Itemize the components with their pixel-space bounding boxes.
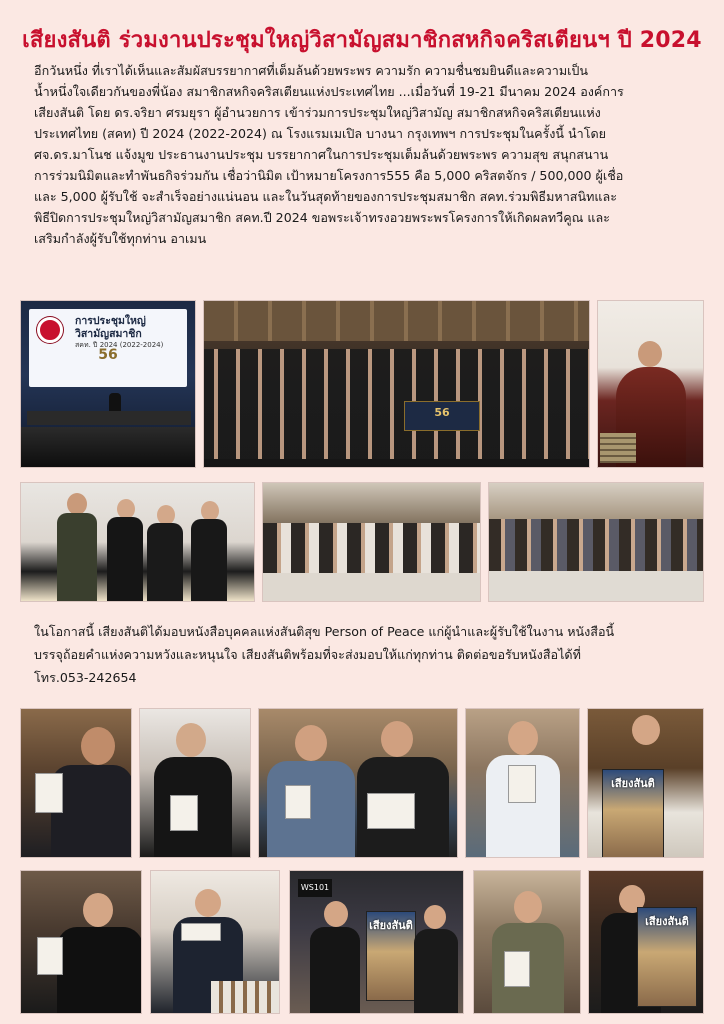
- book: [181, 923, 221, 941]
- photo-man-with-books-table: [150, 870, 280, 1014]
- banner-number: 56: [434, 406, 450, 419]
- book: [285, 785, 311, 819]
- slide-number: 56: [98, 347, 118, 363]
- person-head: [201, 501, 219, 521]
- projected-slide: [29, 309, 187, 387]
- intro-line: การร่วมนิมิตและทำพันธกิจร่วมกัน เชื่อว่านิมิต เป้าหมายโครงการ555 คือ 5,000 คริสตจักร / 500,000 ผู้เชื่อ: [34, 168, 624, 183]
- photo-man-with-poster: [587, 708, 704, 858]
- book: [367, 793, 415, 829]
- intro-line: ประเทศไทย (สคท) ปี 2024 (2022-2024) ณ โรงแรมเมเปิล บางนา กรุงเทพฯ การประชุมในครั้งนี้ นำโดย: [34, 126, 607, 141]
- audience: [21, 427, 196, 468]
- poster-label: เสียงสันติ: [645, 915, 689, 928]
- intro-line: และ 5,000 ผู้รับใช้ จะสำเร็จอย่างแน่นอน และในวันสุดท้ายของการประชุมสมาชิก สคท.ร่วมพิธีมหาสนิทและ: [34, 189, 617, 204]
- poster-label: เสียงสันติ: [369, 919, 413, 932]
- person-head: [381, 721, 413, 757]
- intro-line: เสริมกำลังผู้รับใช้ทุกท่าน อาเมน: [34, 231, 207, 246]
- person-head: [117, 499, 135, 519]
- photo-booth-group: [289, 870, 464, 1014]
- photo-woman-with-book-2: [20, 870, 142, 1014]
- ceiling-lights: [204, 301, 590, 341]
- intro-line: เสียงสันติ โดย ดร.จริยา ศรมยุรา ผู้อำนวยการ เข้าร่วมการประชุมใหญ่วิสามัญ สมาชิกสหกิจคริสเตียนแห่ง: [34, 105, 601, 120]
- communion-plates: [600, 433, 636, 463]
- person-head: [157, 505, 175, 525]
- person-head: [83, 893, 113, 927]
- person-body: [310, 927, 360, 1014]
- efth-logo-icon: [37, 317, 63, 343]
- page-title: เสียงสันติ ร่วมงานประชุมใหญ่วิสามัญสมาชิกสหกิจคริสเตียนฯ ปี 2024: [22, 28, 702, 53]
- book-table: [211, 981, 280, 1014]
- event-banner: [404, 401, 480, 431]
- intro-paragraph: [34, 60, 694, 249]
- booth-sign: WS101: [298, 879, 332, 897]
- slide-subtitle: สคท. ปี 2024 (2022-2024): [75, 341, 164, 349]
- book: [170, 795, 198, 831]
- slide-title: การประชุมใหญ่วิสามัญสมาชิก: [75, 315, 146, 340]
- intro-line: น้ำหนึ่งใจเดียวกันของพี่น้อง สมาชิกสหกิจคริสเตียนแห่งประเทศไทย ...เมื่อวันที่ 19-21 มีนาคม 2024 องค์การ: [34, 84, 624, 99]
- book: [508, 765, 536, 803]
- photo-four-people: [20, 482, 255, 602]
- intro-line: ศจ.ดร.มาโนช แจ้งมูข ประธานงานประชุม บรรยากาศในการประชุมเต็มล้นด้วยพระพร ความสุข สนุกสนาน: [34, 147, 609, 162]
- poster: [602, 769, 664, 858]
- poster: [366, 911, 416, 1001]
- person-body: [414, 929, 458, 1014]
- photo-group-crowd: [203, 300, 590, 468]
- photo-woman-with-book: [139, 708, 251, 858]
- poster: [637, 907, 697, 1007]
- attendees: [263, 523, 481, 573]
- person-head: [176, 723, 206, 757]
- crowd-rows: [204, 349, 590, 459]
- panel-table: [27, 411, 191, 425]
- person-head: [195, 889, 221, 917]
- book: [35, 773, 63, 813]
- person-body: [267, 761, 355, 858]
- book-line: โทร.053-242654: [34, 670, 137, 685]
- person-head: [424, 905, 446, 929]
- person-head: [81, 727, 115, 765]
- person-body: [147, 523, 183, 602]
- person-head: [508, 721, 538, 755]
- book: [504, 951, 530, 987]
- intro-line: อีกวันหนึ่ง ที่เราได้เห็นและสัมผัสบรรยากาศที่เต็มล้นด้วยพระพร ความรัก ความชื่นชมยินดีและความเป็น: [34, 63, 589, 78]
- tables: [489, 571, 704, 602]
- person-head: [295, 725, 327, 761]
- pastor-head: [638, 341, 662, 367]
- attendees: [489, 519, 704, 571]
- person-head: [514, 891, 542, 923]
- photo-stage-slide: [20, 300, 196, 468]
- photo-man-holding-book-2: [473, 870, 581, 1014]
- poster-label: เสียงสันติ: [611, 777, 655, 790]
- photo-conference-hall-2: [488, 482, 704, 602]
- book-line: ในโอกาสนี้ เสียงสันติได้มอบหนังสือบุคคลแห่งสันติสุข Person of Peace แก่ผู้นำและผู้รับใช้ในงาน หนังสือนี้: [34, 624, 615, 639]
- tables: [263, 573, 481, 602]
- photo-man-holding-book: [465, 708, 580, 858]
- photo-conference-hall: [262, 482, 481, 602]
- photo-pastor: [597, 300, 704, 468]
- person-body: [51, 765, 132, 858]
- person-head: [67, 493, 87, 515]
- person-body: [57, 513, 97, 602]
- photo-man-with-book: [20, 708, 132, 858]
- book-paragraph: [34, 620, 694, 689]
- book-line: บรรจุถ้อยคำแห่งความหวังและหนุนใจ เสียงสันติพร้อมที่จะส่งมอบให้แก่ทุกท่าน ติดต่อขอรับหนังสือได้ที่: [34, 647, 581, 662]
- person-body: [57, 927, 142, 1014]
- person-body: [191, 519, 227, 602]
- person-body: [107, 517, 143, 602]
- photo-woman-with-poster: [588, 870, 704, 1014]
- photo-two-men-with-books: [258, 708, 458, 858]
- book: [37, 937, 63, 975]
- person-head: [632, 715, 660, 745]
- person-head: [324, 901, 348, 927]
- intro-line: พิธีปิดการประชุมใหญ่วิสามัญสมาชิก สคท.ปี 2024 ขอพระเจ้าทรงอวยพระพรโครงการให้เกิดผลทวีคูณ และ: [34, 210, 610, 225]
